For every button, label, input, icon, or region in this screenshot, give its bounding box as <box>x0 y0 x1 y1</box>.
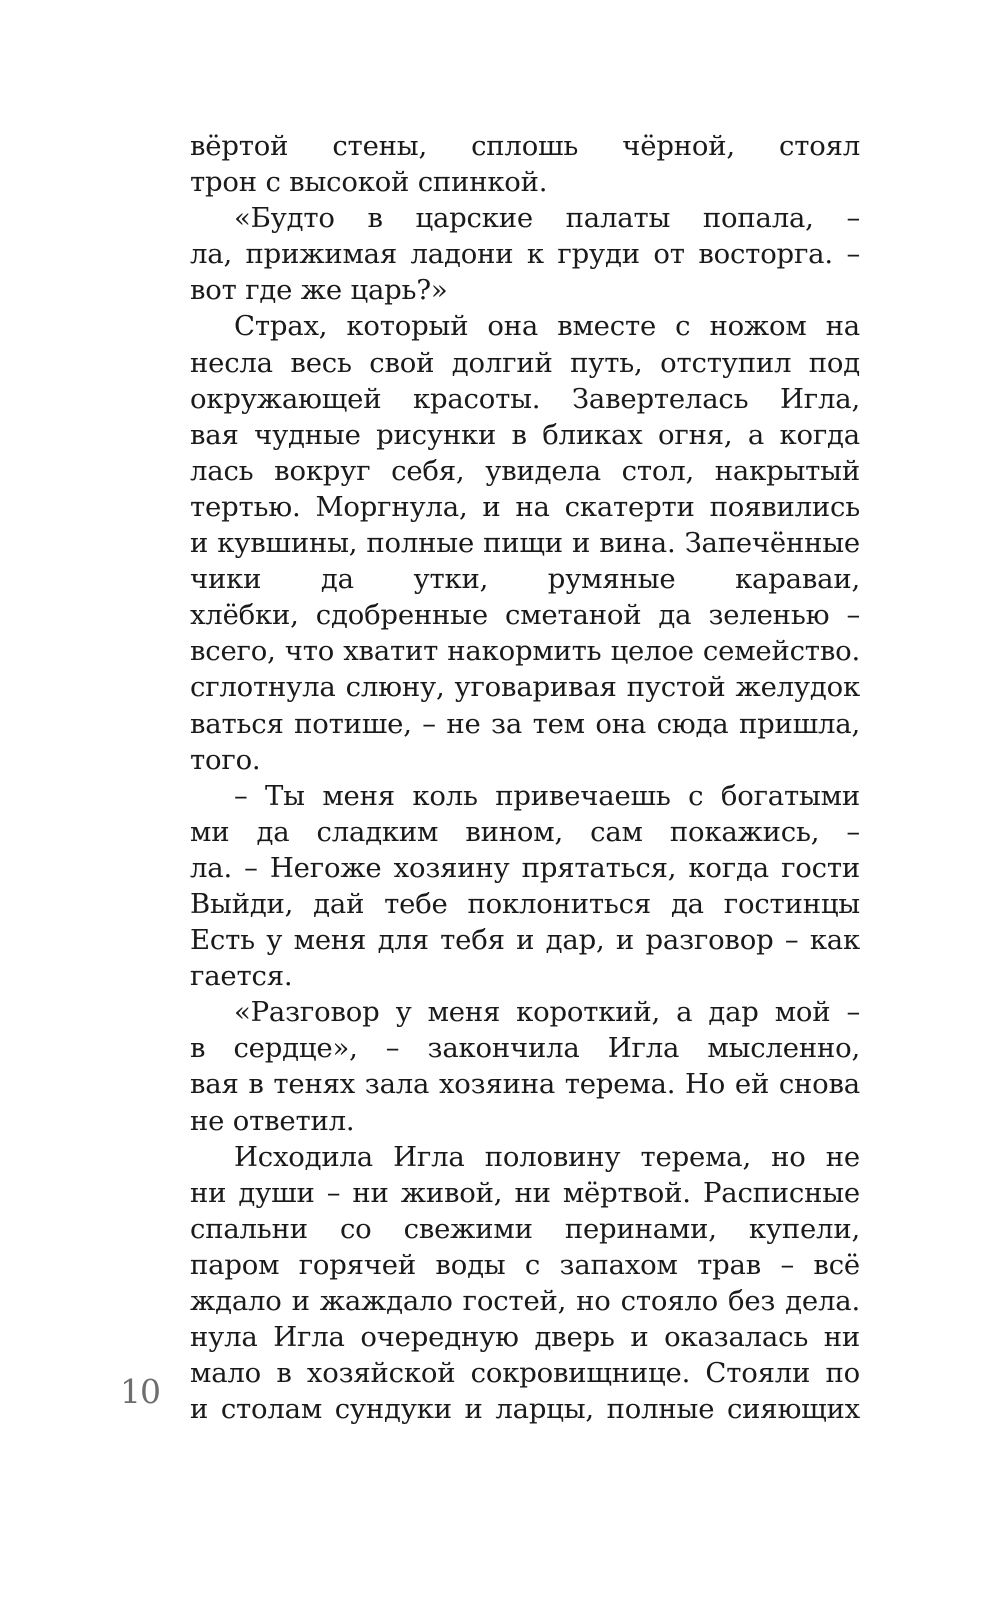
text-line: вая в тенях зала хозяина терема. Но ей снова <box>190 1068 860 1101</box>
text-line: всего, что хватит накормить целое семейство. <box>190 635 860 668</box>
text-line: в сердце», – закончила Игла мысленно, <box>190 1032 860 1065</box>
text-line: паром горячей воды с запахом трав – всё <box>190 1248 860 1281</box>
text-line: Есть у меня для тебя и дар, и разговор – как <box>190 924 860 957</box>
text-line: «Разговор у меня короткий, а дар мой – <box>234 996 860 1029</box>
text-line: ла. – Негоже хозяину прятаться, когда гости <box>190 851 860 884</box>
text-line: хлёбки, сдобренные сметаной да зеленью – <box>190 599 860 632</box>
text-line: ждало и жаждало гостей, но стояло без дела. <box>190 1285 860 1317</box>
text-line: трон с высокой спинкой. <box>190 166 548 199</box>
text-line: тертью. Моргнула, и на скатерти появились <box>190 490 860 523</box>
text-line: вёртой стены, сплошь чёрной, стоял <box>190 130 860 162</box>
text-line: вая чудные рисунки в бликах огня, а когда <box>190 418 860 451</box>
text-line: нула Игла очередную дверь и оказалась ни <box>190 1321 860 1354</box>
text-line: ми да сладким вином, сам покажись, – <box>190 815 860 848</box>
text-line: окружающей красоты. Завертелась Игла, <box>190 382 860 415</box>
text-line: Исходила Игла половину терема, но не <box>234 1140 860 1173</box>
page-number: 10 <box>120 1372 160 1411</box>
text-line: ваться потише, – не за тем она сюда пришла, <box>190 707 860 740</box>
text-line: Выйди, дай тебе поклониться да гостинцы <box>190 887 860 920</box>
text-line: лась вокруг себя, увидела стол, накрытый <box>190 454 860 487</box>
text-line: «Будто в царские палаты попала, – <box>234 202 860 235</box>
text-line: мало в хозяйской сокровищнице. Стояли по <box>190 1357 860 1390</box>
text-line: и столам сундуки и ларцы, полные сияющих <box>190 1393 860 1426</box>
text-line: Страх, который она вместе с ножом на <box>234 310 860 343</box>
text-line: вот где же царь?» <box>190 274 448 307</box>
text-line: ни души – ни живой, ни мёртвой. Расписные <box>190 1176 860 1209</box>
text-line: гается. <box>190 960 293 993</box>
text-line: несла весь свой долгий путь, отступил под <box>190 346 860 379</box>
text-line: того. <box>190 743 261 776</box>
body-text <box>190 128 860 1427</box>
text-line: – Ты меня коль привечаешь с богатыми <box>234 779 860 812</box>
text-line: сглотнула слюну, уговаривая пустой желудок <box>190 671 860 704</box>
text-line: ла, прижимая ладони к груди от восторга. – <box>190 238 860 271</box>
text-line: чики да утки, румяные караваи, <box>190 563 860 596</box>
text-line: не ответил. <box>190 1104 355 1137</box>
text-line: и кувшины, полные пищи и вина. Запечённые <box>190 527 860 560</box>
text-line: спальни со свежими перинами, купели, <box>190 1212 860 1245</box>
